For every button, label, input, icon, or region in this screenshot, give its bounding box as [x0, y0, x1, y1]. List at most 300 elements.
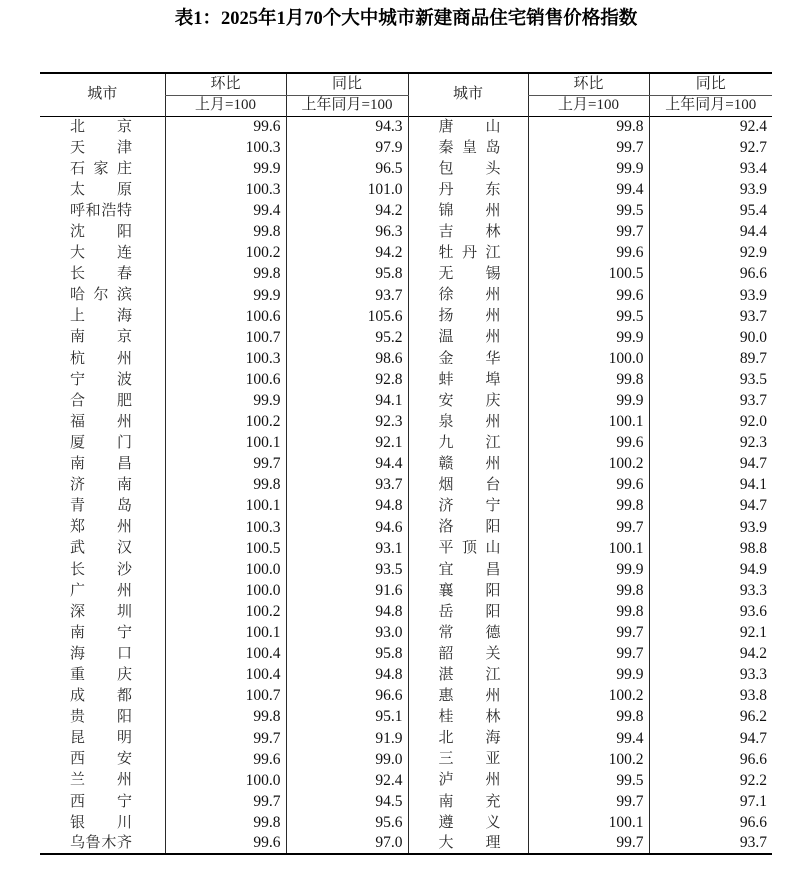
header-mom-right: 环比: [528, 73, 649, 95]
table-row: [40, 559, 772, 580]
yoy-value: 97.9: [286, 137, 408, 158]
table-row: [40, 243, 772, 264]
city-cell: [40, 116, 165, 137]
city-name: 海 口: [70, 645, 132, 662]
city-cell: [408, 264, 528, 285]
mom-value: 99.5: [528, 200, 649, 221]
city-cell: [40, 622, 165, 643]
table-row: [40, 496, 772, 517]
mom-value: 99.6: [528, 475, 649, 496]
city-cell: [40, 179, 165, 200]
city-cell: [40, 369, 165, 390]
city-name: 蚌 埠: [438, 371, 501, 388]
yoy-value: 93.8: [649, 686, 772, 707]
yoy-value: 97.0: [286, 833, 408, 854]
city-name: 呼 和 浩 特: [70, 202, 132, 219]
yoy-value: 95.8: [286, 643, 408, 664]
city-name: 青 岛: [70, 498, 132, 515]
mom-value: 100.0: [165, 770, 286, 791]
city-name: 襄 阳: [438, 582, 501, 599]
yoy-value: 92.3: [286, 411, 408, 432]
mom-value: 99.9: [528, 664, 649, 685]
header-mom-base-right: 上月=100: [528, 95, 649, 116]
city-cell: [40, 411, 165, 432]
city-name: 广 州: [70, 582, 132, 599]
mom-value: 99.6: [165, 833, 286, 854]
city-cell: [408, 158, 528, 179]
city-name: 常 德: [438, 624, 501, 641]
city-name: 北 海: [438, 730, 501, 747]
city-cell: [40, 390, 165, 411]
city-cell: [408, 369, 528, 390]
city-cell: [408, 538, 528, 559]
table-row: [40, 475, 772, 496]
mom-value: 100.7: [165, 686, 286, 707]
yoy-value: 94.8: [286, 601, 408, 622]
city-cell: [40, 749, 165, 770]
city-cell: [40, 580, 165, 601]
city-name: 郑 州: [70, 519, 132, 536]
city-cell: [408, 475, 528, 496]
mom-value: 99.6: [165, 116, 286, 137]
city-cell: [40, 137, 165, 158]
mom-value: 99.8: [165, 707, 286, 728]
city-name: 安 庆: [438, 392, 501, 409]
mom-value: 100.5: [528, 264, 649, 285]
city-cell: [40, 475, 165, 496]
yoy-value: 94.1: [649, 475, 772, 496]
yoy-value: 94.1: [286, 390, 408, 411]
mom-value: 99.9: [528, 559, 649, 580]
mom-value: 99.7: [528, 833, 649, 854]
table-row: [40, 390, 772, 411]
city-cell: [40, 243, 165, 264]
yoy-value: 93.7: [286, 285, 408, 306]
mom-value: 99.9: [528, 158, 649, 179]
mom-value: 100.5: [165, 538, 286, 559]
city-cell: [40, 327, 165, 348]
table-row: [40, 622, 772, 643]
table-row: [40, 454, 772, 475]
city-name: 济 南: [70, 477, 132, 494]
mom-value: 99.7: [528, 622, 649, 643]
city-name: 锦 州: [438, 202, 501, 219]
yoy-value: 92.2: [649, 770, 772, 791]
mom-value: 99.8: [528, 601, 649, 622]
city-cell: [40, 538, 165, 559]
mom-value: 100.7: [165, 327, 286, 348]
city-name: 上 海: [70, 308, 132, 325]
yoy-value: 92.0: [649, 411, 772, 432]
mom-value: 99.9: [165, 390, 286, 411]
city-name: 泸 州: [438, 772, 501, 789]
table-row: [40, 158, 772, 179]
table-row: [40, 327, 772, 348]
city-name: 西 安: [70, 751, 132, 768]
header-mom-base-left: 上月=100: [165, 95, 286, 116]
mom-value: 100.1: [528, 812, 649, 833]
table-row: [40, 728, 772, 749]
yoy-value: 95.1: [286, 707, 408, 728]
city-name: 吉 林: [438, 224, 501, 241]
mom-value: 99.6: [528, 243, 649, 264]
table-row: [40, 221, 772, 242]
header-city-left: 城市: [87, 86, 118, 103]
mom-value: 99.7: [528, 137, 649, 158]
city-cell: [40, 601, 165, 622]
city-cell: [408, 707, 528, 728]
yoy-value: 94.2: [286, 200, 408, 221]
city-name: 哈 尔 滨: [70, 287, 132, 304]
yoy-value: 94.2: [286, 243, 408, 264]
city-name: 昆 明: [70, 730, 132, 747]
mom-value: 99.8: [528, 369, 649, 390]
page: [0, 6, 800, 881]
yoy-value: 95.6: [286, 812, 408, 833]
city-cell: [408, 791, 528, 812]
yoy-value: 93.7: [649, 306, 772, 327]
yoy-value: 92.4: [286, 770, 408, 791]
city-cell: [408, 601, 528, 622]
city-name: 西 宁: [70, 793, 132, 810]
table-row: [40, 116, 772, 137]
yoy-value: 94.7: [649, 728, 772, 749]
city-cell: [408, 770, 528, 791]
mom-value: 100.3: [165, 517, 286, 538]
city-name: 武 汉: [70, 540, 132, 557]
city-name: 福 州: [70, 413, 132, 430]
mom-value: 99.8: [165, 475, 286, 496]
yoy-value: 98.8: [649, 538, 772, 559]
mom-value: 100.2: [165, 243, 286, 264]
table-row: [40, 285, 772, 306]
city-name: 牡 丹 江: [438, 245, 501, 262]
yoy-value: 94.8: [286, 664, 408, 685]
table-row: [40, 306, 772, 327]
city-name: 沈 阳: [70, 224, 132, 241]
yoy-value: 92.1: [649, 622, 772, 643]
city-name: 扬 州: [438, 308, 501, 325]
city-name: 深 圳: [70, 603, 132, 620]
mom-value: 99.5: [528, 306, 649, 327]
mom-value: 100.0: [165, 580, 286, 601]
yoy-value: 94.6: [286, 517, 408, 538]
mom-value: 99.7: [165, 454, 286, 475]
city-name: 惠 州: [438, 688, 501, 705]
mom-value: 100.4: [165, 643, 286, 664]
yoy-value: 93.6: [649, 601, 772, 622]
city-name: 南 昌: [70, 456, 132, 473]
city-cell: [40, 770, 165, 791]
city-name: 宁 波: [70, 371, 132, 388]
city-name: 长 春: [70, 266, 132, 283]
city-cell: [40, 432, 165, 453]
yoy-value: 89.7: [649, 348, 772, 369]
mom-value: 100.4: [165, 664, 286, 685]
city-name: 合 肥: [70, 392, 132, 409]
yoy-value: 96.6: [649, 812, 772, 833]
mom-value: 100.2: [528, 686, 649, 707]
city-name: 遵 义: [438, 814, 501, 831]
city-name: 厦 门: [70, 434, 132, 451]
city-cell: [408, 390, 528, 411]
city-name: 九 江: [438, 434, 501, 451]
city-name: 平 顶 山: [438, 540, 501, 557]
table-row: [40, 707, 772, 728]
table-row: [40, 749, 772, 770]
city-cell: [408, 116, 528, 137]
mom-value: 99.6: [165, 749, 286, 770]
city-cell: [408, 243, 528, 264]
city-cell: [408, 812, 528, 833]
mom-value: 99.9: [528, 390, 649, 411]
mom-value: 99.7: [528, 221, 649, 242]
yoy-value: 96.2: [649, 707, 772, 728]
yoy-value: 96.6: [286, 686, 408, 707]
yoy-value: 92.8: [286, 369, 408, 390]
city-cell: [40, 348, 165, 369]
yoy-value: 96.6: [649, 749, 772, 770]
table-row: [40, 538, 772, 559]
city-cell: [408, 200, 528, 221]
mom-value: 100.1: [528, 411, 649, 432]
table-row: [40, 770, 772, 791]
header-mom-left: 环比: [165, 73, 286, 95]
mom-value: 100.0: [165, 559, 286, 580]
header-city-right: 城市: [408, 73, 528, 116]
table-row: [40, 791, 772, 812]
city-name: 温 州: [438, 329, 501, 346]
city-cell: [408, 664, 528, 685]
city-name: 泉 州: [438, 413, 501, 430]
yoy-value: 93.1: [286, 538, 408, 559]
city-name: 丹 东: [438, 181, 501, 198]
table-row: [40, 264, 772, 285]
mom-value: 99.9: [528, 327, 649, 348]
mom-value: 100.2: [165, 411, 286, 432]
price-index-table: [40, 72, 772, 855]
city-name: 秦 皇 岛: [438, 139, 501, 156]
mom-value: 100.1: [165, 622, 286, 643]
city-name: 重 庆: [70, 666, 132, 683]
city-name: 洛 阳: [438, 519, 501, 536]
mom-value: 99.5: [528, 770, 649, 791]
mom-value: 100.6: [165, 306, 286, 327]
city-cell: [40, 664, 165, 685]
table-row: [40, 411, 772, 432]
table-row: [40, 601, 772, 622]
yoy-value: 94.5: [286, 791, 408, 812]
mom-value: 99.8: [528, 496, 649, 517]
city-cell: [40, 454, 165, 475]
city-cell: [408, 496, 528, 517]
city-name: 北 京: [70, 118, 132, 135]
city-cell: [40, 707, 165, 728]
mom-value: 100.2: [528, 749, 649, 770]
city-cell: [40, 496, 165, 517]
city-name: 南 京: [70, 329, 132, 346]
city-cell: [40, 285, 165, 306]
mom-value: 99.7: [528, 517, 649, 538]
city-name: 包 头: [438, 160, 501, 177]
table-row: [40, 517, 772, 538]
city-cell: [408, 686, 528, 707]
city-cell: [40, 306, 165, 327]
city-cell: [40, 791, 165, 812]
city-name: 赣 州: [438, 456, 501, 473]
yoy-value: 93.7: [649, 390, 772, 411]
city-name: 三 亚: [438, 751, 501, 768]
yoy-value: 94.9: [649, 559, 772, 580]
mom-value: 99.8: [528, 707, 649, 728]
city-name: 济 宁: [438, 498, 501, 515]
yoy-value: 94.4: [649, 221, 772, 242]
yoy-value: 95.8: [286, 264, 408, 285]
yoy-value: 95.4: [649, 200, 772, 221]
mom-value: 99.6: [528, 285, 649, 306]
yoy-value: 96.5: [286, 158, 408, 179]
yoy-value: 91.9: [286, 728, 408, 749]
yoy-value: 93.5: [286, 559, 408, 580]
city-name: 大 理: [438, 835, 501, 852]
mom-value: 100.3: [165, 348, 286, 369]
city-name: 天 津: [70, 139, 132, 156]
city-cell: [408, 137, 528, 158]
yoy-value: 93.9: [649, 285, 772, 306]
city-cell: [40, 221, 165, 242]
table-row: [40, 580, 772, 601]
table-row: [40, 348, 772, 369]
city-cell: [40, 559, 165, 580]
city-cell: [408, 327, 528, 348]
city-name: 金 华: [438, 350, 501, 367]
mom-value: 99.8: [528, 580, 649, 601]
yoy-value: 92.4: [649, 116, 772, 137]
yoy-value: 94.4: [286, 454, 408, 475]
header-yoy-right: 同比: [649, 73, 772, 95]
mom-value: 99.9: [165, 285, 286, 306]
mom-value: 99.8: [165, 264, 286, 285]
city-cell: [408, 411, 528, 432]
city-name: 唐 山: [438, 118, 501, 135]
city-name: 南 宁: [70, 624, 132, 641]
mom-value: 99.4: [165, 200, 286, 221]
mom-value: 99.7: [528, 791, 649, 812]
yoy-value: 96.6: [649, 264, 772, 285]
table-body: [40, 116, 772, 854]
city-cell: [408, 285, 528, 306]
city-cell: [40, 686, 165, 707]
header-yoy-base-right: 上年同月=100: [649, 95, 772, 116]
city-cell: [40, 264, 165, 285]
yoy-value: 101.0: [286, 179, 408, 200]
yoy-value: 99.0: [286, 749, 408, 770]
mom-value: 100.2: [528, 454, 649, 475]
mom-value: 99.4: [528, 179, 649, 200]
table-row: [40, 664, 772, 685]
city-name: 成 都: [70, 688, 132, 705]
city-cell: [40, 517, 165, 538]
city-cell: [40, 643, 165, 664]
city-cell: [408, 517, 528, 538]
yoy-value: 92.3: [649, 432, 772, 453]
table-header: [40, 73, 772, 116]
city-cell: [408, 432, 528, 453]
city-name: 大 连: [70, 245, 132, 262]
yoy-value: 94.8: [286, 496, 408, 517]
mom-value: 99.7: [165, 791, 286, 812]
yoy-value: 93.9: [649, 179, 772, 200]
header-row-1: [40, 73, 772, 95]
yoy-value: 94.7: [649, 454, 772, 475]
yoy-value: 93.3: [649, 664, 772, 685]
city-cell: [40, 728, 165, 749]
city-cell: [408, 306, 528, 327]
mom-value: 99.9: [165, 158, 286, 179]
mom-value: 99.8: [165, 812, 286, 833]
city-cell: [40, 158, 165, 179]
table-row: [40, 200, 772, 221]
city-name: 岳 阳: [438, 603, 501, 620]
city-name: 兰 州: [70, 772, 132, 789]
page-title: 表1：2025年1月70个大中城市新建商品住宅销售价格指数: [174, 9, 638, 29]
city-name: 宜 昌: [438, 561, 501, 578]
yoy-value: 92.1: [286, 432, 408, 453]
mom-value: 100.1: [165, 496, 286, 517]
yoy-value: 90.0: [649, 327, 772, 348]
header-yoy-base-left: 上年同月=100: [286, 95, 408, 116]
table-row: [40, 833, 772, 854]
mom-value: 99.4: [528, 728, 649, 749]
yoy-value: 94.7: [649, 496, 772, 517]
yoy-value: 93.0: [286, 622, 408, 643]
mom-value: 99.6: [528, 432, 649, 453]
city-name: 桂 林: [438, 709, 501, 726]
city-cell: [408, 728, 528, 749]
city-cell: [408, 749, 528, 770]
yoy-value: 98.6: [286, 348, 408, 369]
city-cell: [408, 580, 528, 601]
yoy-value: 94.2: [649, 643, 772, 664]
city-cell: [40, 812, 165, 833]
yoy-value: 93.4: [649, 158, 772, 179]
table-row: [40, 179, 772, 200]
city-name: 南 充: [438, 793, 501, 810]
yoy-value: 96.3: [286, 221, 408, 242]
city-name: 烟 台: [438, 477, 501, 494]
city-name: 湛 江: [438, 666, 501, 683]
yoy-value: 95.2: [286, 327, 408, 348]
city-cell: [408, 559, 528, 580]
city-cell: [408, 643, 528, 664]
city-name: 太 原: [70, 181, 132, 198]
table-row: [40, 686, 772, 707]
header-yoy-left: 同比: [286, 73, 408, 95]
yoy-value: 93.3: [649, 580, 772, 601]
mom-value: 99.7: [528, 643, 649, 664]
city-cell: [408, 179, 528, 200]
yoy-value: 93.9: [649, 517, 772, 538]
mom-value: 100.1: [165, 432, 286, 453]
mom-value: 99.7: [165, 728, 286, 749]
yoy-value: 93.5: [649, 369, 772, 390]
city-name: 银 川: [70, 814, 132, 831]
table-row: [40, 369, 772, 390]
city-cell: [40, 833, 165, 854]
mom-value: 100.0: [528, 348, 649, 369]
yoy-value: 92.7: [649, 137, 772, 158]
table-row: [40, 432, 772, 453]
